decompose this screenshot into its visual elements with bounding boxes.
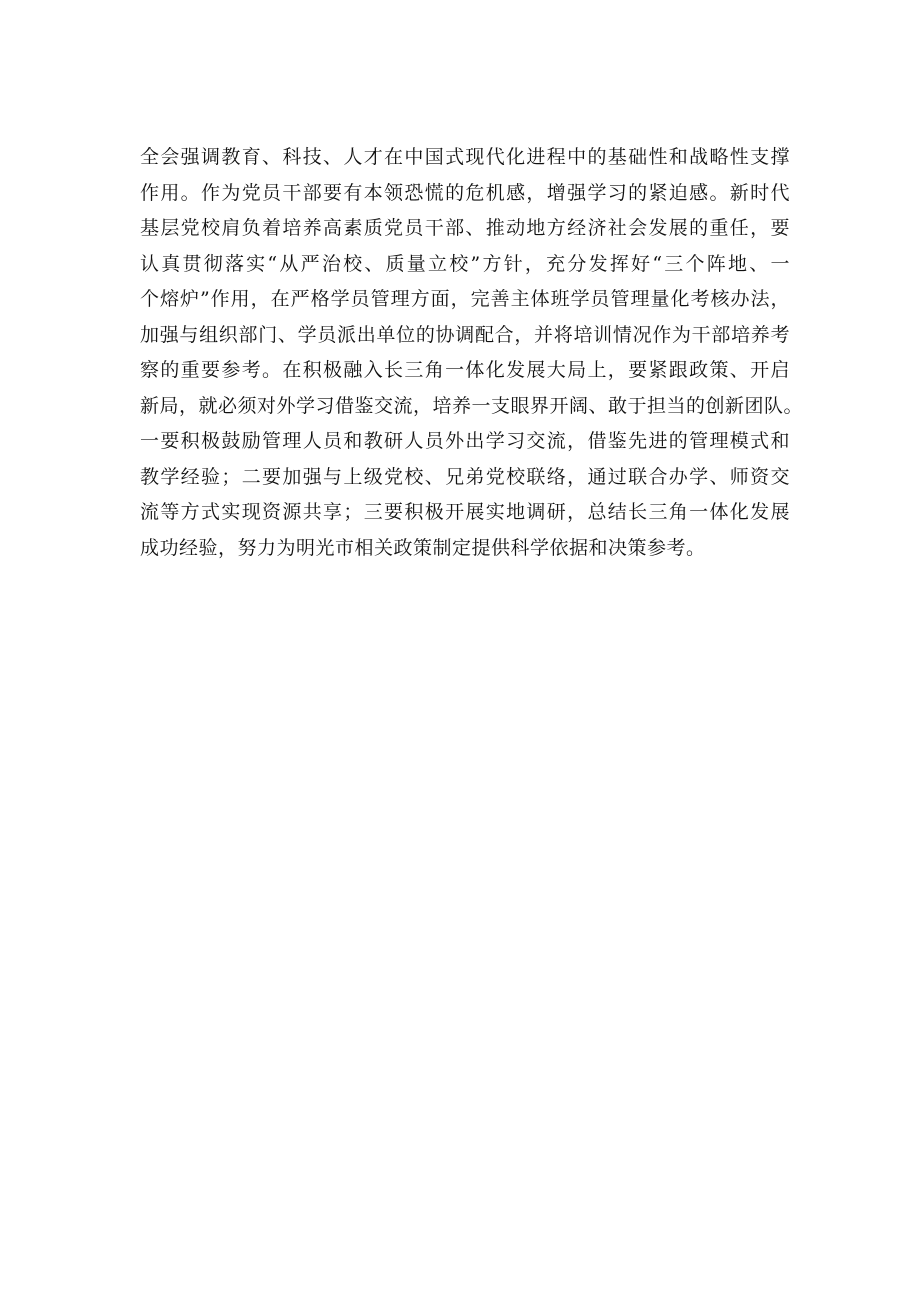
text-line: 基层党校肩负着培养高素质党员干部、推动地方经济社会发展的重任，要	[140, 217, 790, 239]
text-line: 全会强调教育、科技、人才在中国式现代化进程中的基础性和战略性支撑	[140, 146, 790, 168]
body-paragraph	[140, 140, 804, 566]
text-line: 个熔炉”作用，在严格学员管理方面，完善主体班学员管理量化考核办法，	[140, 288, 790, 310]
text-line: 教学经验；二要加强与上级党校、兄弟党校联络，通过联合办学、师资交	[140, 465, 790, 488]
text-line: 认真贯彻落实“从严治校、质量立校”方针，充分发挥好“三个阵地、一	[140, 252, 790, 275]
text-line: 察的重要参考。在积极融入长三角一体化发展大局上，要紧跟政策、开启	[140, 359, 790, 381]
text-line: 成功经验，努力为明光市相关政策制定提供科学依据和决策参考。	[140, 536, 706, 559]
text-line: 流等方式实现资源共享；三要积极开展实地调研，总结长三角一体化发展	[140, 501, 790, 523]
text-line: 新局，就必须对外学习借鉴交流，培养一支眼界开阔、敢于担当的创新团队。	[140, 394, 804, 417]
text-line: 加强与组织部门、学员派出单位的协调配合，并将培训情况作为干部培养考	[140, 323, 790, 346]
text-line: 作用。作为党员干部要有本领恐慌的危机感，增强学习的紧迫感。新时代	[140, 181, 790, 204]
text-line: 一要积极鼓励管理人员和教研人员外出学习交流，借鉴先进的管理模式和	[140, 430, 790, 452]
